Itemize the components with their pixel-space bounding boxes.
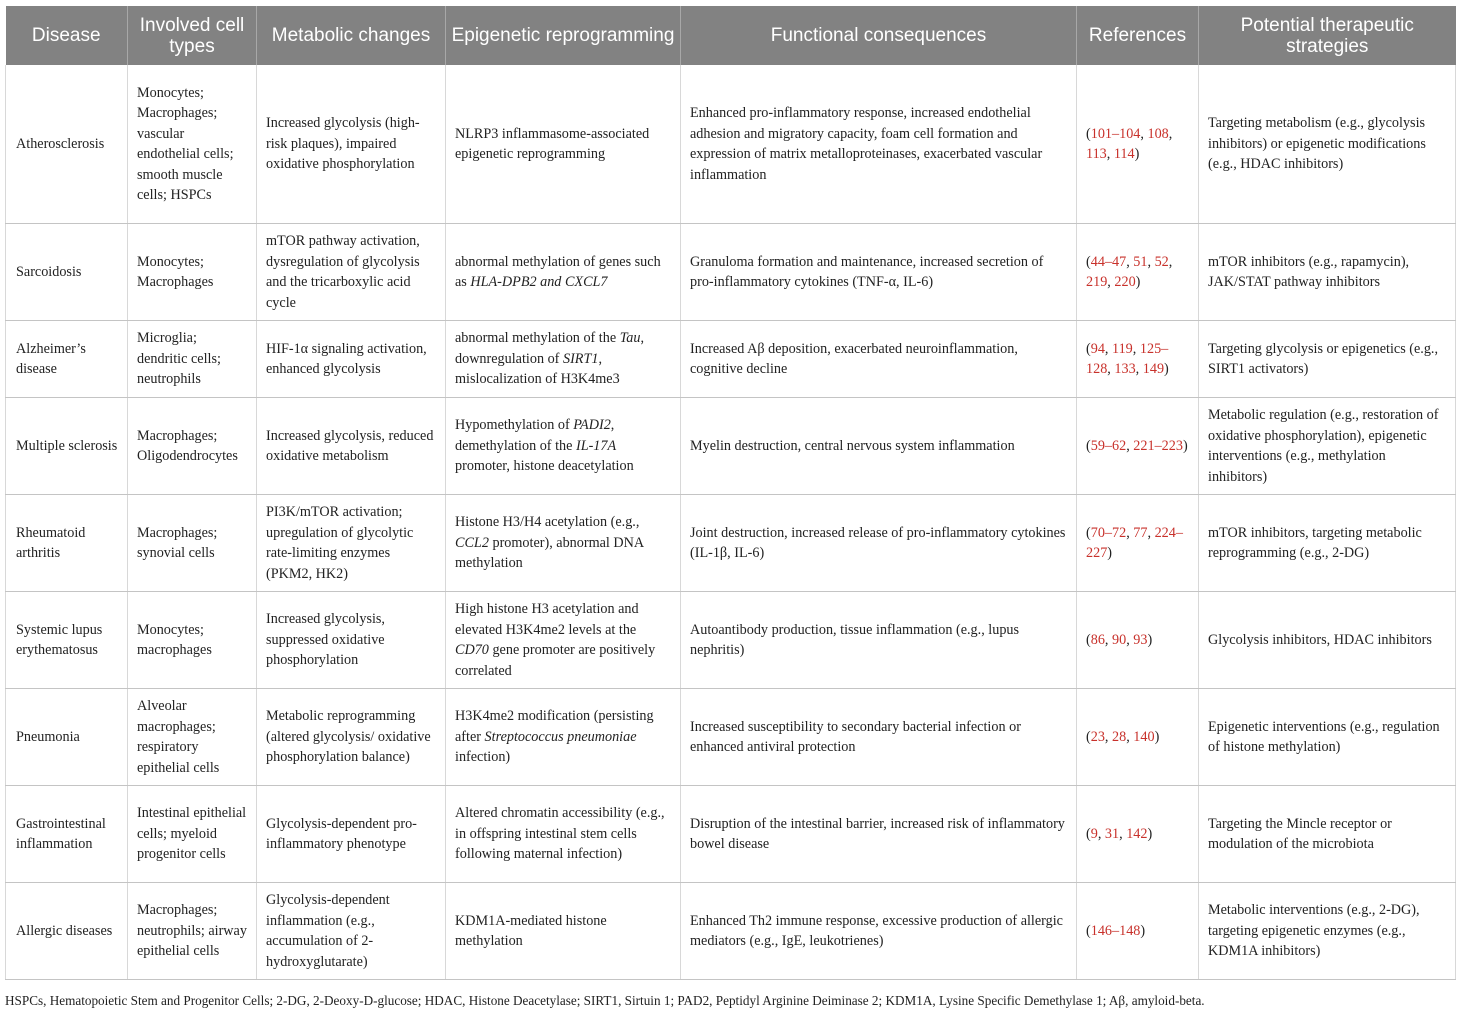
metabolic-changes-cell: HIF-1α signaling activation, enhanced glycolysis: [257, 321, 446, 398]
disease-cell: Systemic lupus erythematosus: [6, 592, 128, 689]
table-row: [6, 321, 1456, 398]
reference-link[interactable]: 44–47: [1090, 253, 1127, 270]
reference-punctuation: ,: [1126, 253, 1134, 270]
therapeutic-strategies-cell: Targeting metabolism (e.g., glycolysis inhibitors) or epigenetic modifications (e.g., HDAC inhibitors): [1199, 65, 1456, 224]
disease-cell: Alzheimer’s disease: [6, 321, 128, 398]
reference-link[interactable]: 133: [1114, 361, 1136, 377]
disease-table: [5, 6, 1456, 980]
disease-cell: Multiple sclerosis: [6, 398, 128, 495]
reference-punctuation: (: [1086, 340, 1091, 357]
disease-cell: Pneumonia: [6, 689, 128, 786]
therapeutic-strategies-cell: Epigenetic interventions (e.g., regulation of histone methylation): [1199, 689, 1456, 786]
references-cell: [1077, 65, 1199, 224]
metabolic-changes-cell: mTOR pathway activation, dysregulation of glycolysis and the tricarboxylic acid cycle: [257, 224, 446, 321]
epigenetic-reprogramming-cell: [446, 398, 681, 495]
cell-types-cell: Microglia; dendritic cells; neutrophils: [128, 321, 257, 398]
reference-punctuation: ,: [1104, 631, 1113, 648]
reference-punctuation: ,: [1107, 361, 1115, 377]
reference-link[interactable]: 221–223: [1133, 437, 1183, 454]
text-segment: , mislocalization of H3K4me3: [455, 350, 620, 388]
reference-punctuation: ,: [1126, 631, 1134, 648]
metabolic-changes-cell: Increased glycolysis, suppressed oxidative phosphorylation: [257, 592, 446, 689]
references-cell: [1077, 224, 1199, 321]
text-segment: , downregulation of: [455, 330, 645, 367]
cell-types-cell: Intestinal epithelial cells; myeloid progenitor cells: [128, 786, 257, 883]
references-cell: [1077, 592, 1199, 689]
reference-punctuation: (: [1086, 125, 1091, 142]
header-references: References: [1077, 6, 1199, 65]
epigenetic-reprogramming-cell: [446, 592, 681, 689]
reference-punctuation: ): [1182, 437, 1188, 454]
reference-link[interactable]: 224–227: [1086, 524, 1183, 561]
reference-punctuation: ,: [1168, 125, 1173, 142]
reference-punctuation: ,: [1132, 340, 1140, 357]
functional-consequences-cell: Autoantibody production, tissue inflammation (e.g., lupus nephritis): [681, 592, 1077, 689]
text-segment: gene promoter are positively correlated: [455, 642, 656, 679]
epigenetic-reprogramming-cell: [446, 786, 681, 883]
reference-punctuation: ): [1107, 545, 1113, 561]
references-cell: [1077, 786, 1199, 883]
epigenetic-reprogramming-cell: [446, 883, 681, 980]
therapeutic-strategies-cell: Glycolysis inhibitors, HDAC inhibitors: [1199, 592, 1456, 689]
reference-link[interactable]: 52: [1154, 253, 1169, 270]
table-container: [5, 6, 1455, 980]
cell-types-cell: Macrophages; Oligodendrocytes: [128, 398, 257, 495]
references-cell: [1077, 321, 1199, 398]
text-segment: KDM1A-mediated histone methylation: [455, 912, 607, 949]
text-segment: Altered chromatin accessibility (e.g., in offspring intestinal stem cells following maternal infection): [455, 805, 665, 863]
disease-cell: Sarcoidosis: [6, 224, 128, 321]
reference-link[interactable]: 59–62: [1090, 437, 1127, 454]
reference-punctuation: ): [1147, 631, 1153, 648]
reference-link[interactable]: 31: [1104, 825, 1120, 842]
header-therapeutic-strategies: Potential therapeutic strategies: [1199, 6, 1456, 65]
cell-types-cell: Monocytes; macrophages: [128, 592, 257, 689]
references-cell: [1077, 398, 1199, 495]
functional-consequences-cell: Enhanced Th2 immune response, excessive production of allergic mediators (e.g., IgE, leukotrienes): [681, 883, 1077, 980]
references-cell: [1077, 689, 1199, 786]
gene-name: CD70: [455, 642, 489, 658]
reference-link[interactable]: 142: [1126, 825, 1148, 842]
reference-punctuation: (: [1086, 437, 1091, 454]
reference-link[interactable]: 77: [1133, 524, 1148, 541]
therapeutic-strategies-cell: Targeting the Mincle receptor or modulation of the microbiota: [1199, 786, 1456, 883]
disease-cell: Atherosclerosis: [6, 65, 128, 224]
cell-types-cell: Macrophages; neutrophils; airway epithelial cells: [128, 883, 257, 980]
metabolic-changes-cell: PI3K/mTOR activation; upregulation of glycolytic rate-limiting enzymes (PKM2, HK2): [257, 495, 446, 592]
text-segment: abnormal methylation of genes such as: [455, 253, 661, 290]
table-row: [6, 224, 1456, 321]
gene-name: PADI2: [573, 417, 611, 434]
reference-link[interactable]: 114: [1113, 146, 1135, 162]
gene-name: HLA-DPB2 and CXCL7: [470, 274, 608, 290]
table-row: [6, 495, 1456, 592]
gene-name: Streptococcus pneumoniae: [484, 728, 637, 745]
therapeutic-strategies-cell: mTOR inhibitors, targeting metabolic reprogramming (e.g., 2-DG): [1199, 495, 1456, 592]
gene-name: CCL2: [455, 534, 489, 551]
text-segment: NLRP3 inflammasome-associated epigenetic reprogramming: [455, 125, 650, 162]
reference-link[interactable]: 94: [1090, 340, 1105, 357]
reference-link[interactable]: 86: [1090, 631, 1105, 648]
text-segment: promoter, histone deacetylation: [455, 458, 634, 475]
disease-cell: Gastrointestinal inflammation: [6, 786, 128, 883]
reference-punctuation: ,: [1140, 125, 1148, 142]
reference-punctuation: ,: [1126, 437, 1134, 454]
reference-punctuation: ): [1135, 274, 1141, 290]
reference-punctuation: (: [1086, 253, 1091, 270]
reference-punctuation: ,: [1126, 728, 1134, 745]
header-epigenetic-reprogramming: Epigenetic reprogramming: [446, 6, 681, 65]
metabolic-changes-cell: Increased glycolysis, reduced oxidative metabolism: [257, 398, 446, 495]
epigenetic-reprogramming-cell: [446, 495, 681, 592]
text-segment: abnormal methylation of the: [455, 330, 620, 347]
reference-link[interactable]: 70–72: [1090, 524, 1127, 541]
reference-punctuation: (: [1086, 631, 1091, 648]
epigenetic-reprogramming-cell: [446, 224, 681, 321]
table-row: [6, 65, 1456, 224]
table-row: [6, 398, 1456, 495]
gene-name: SIRT1: [562, 350, 599, 367]
reference-punctuation: ,: [1107, 274, 1115, 290]
reference-link[interactable]: 149: [1142, 361, 1165, 377]
functional-consequences-cell: Joint destruction, increased release of pro-inflammatory cytokines (IL-1β, IL-6): [681, 495, 1077, 592]
header-cell-types: Involved cell types: [128, 6, 257, 65]
table-footnote: HSPCs, Hematopoietic Stem and Progenitor Cells; 2-DG, 2-Deoxy-D-glucose; HDAC, Histone Deacetylase; SIRT1, Sirtuin 1; PAD2, Peptidyl Arginine Deiminase 2; KDM1A, Lysine Specific Demethylase 1; Aβ, amyloid-beta.: [5, 993, 1205, 1008]
table-row: [6, 786, 1456, 883]
reference-punctuation: ,: [1168, 253, 1173, 270]
cell-types-cell: Monocytes; Macrophages: [128, 224, 257, 321]
functional-consequences-cell: Myelin destruction, central nervous system inflammation: [681, 398, 1077, 495]
epigenetic-reprogramming-cell: [446, 689, 681, 786]
references-cell: [1077, 883, 1199, 980]
table-row: [6, 592, 1456, 689]
disease-cell: Rheumatoid arthritis: [6, 495, 128, 592]
functional-consequences-cell: Increased susceptibility to secondary bacterial infection or enhanced antiviral protection: [681, 689, 1077, 786]
reference-punctuation: ,: [1126, 524, 1134, 541]
metabolic-changes-cell: Increased glycolysis (high-risk plaques), impaired oxidative phosphorylation: [257, 65, 446, 224]
reference-punctuation: ,: [1135, 361, 1143, 377]
reference-punctuation: (: [1086, 728, 1091, 745]
reference-punctuation: ,: [1147, 253, 1155, 270]
reference-link[interactable]: 146–148: [1090, 922, 1141, 939]
epigenetic-reprogramming-cell: [446, 321, 681, 398]
functional-consequences-cell: Disruption of the intestinal barrier, increased risk of inflammatory bowel disease: [681, 786, 1077, 883]
reference-link[interactable]: 108: [1147, 125, 1169, 142]
header-metabolic-changes: Metabolic changes: [257, 6, 446, 65]
therapeutic-strategies-cell: Metabolic interventions (e.g., 2-DG), targeting epigenetic enzymes (e.g., KDM1A inhibitors): [1199, 883, 1456, 980]
reference-link[interactable]: 28: [1112, 728, 1127, 745]
text-segment: promoter), abnormal DNA methylation: [455, 534, 644, 572]
text-segment: Hypomethylation of: [455, 417, 574, 434]
reference-link[interactable]: 140: [1133, 728, 1155, 745]
header-functional-consequences: Functional consequences: [681, 6, 1077, 65]
cell-types-cell: Monocytes; Macrophages; vascular endothelial cells; smooth muscle cells; HSPCs: [128, 65, 257, 224]
cell-types-cell: Macrophages; synovial cells: [128, 495, 257, 592]
reference-punctuation: ,: [1147, 524, 1155, 541]
reference-link[interactable]: 220: [1114, 274, 1136, 290]
reference-link[interactable]: 113: [1086, 146, 1107, 162]
table-row: [6, 689, 1456, 786]
reference-link[interactable]: 119: [1112, 340, 1133, 357]
therapeutic-strategies-cell: mTOR inhibitors (e.g., rapamycin), JAK/STAT pathway inhibitors: [1199, 224, 1456, 321]
reference-punctuation: ,: [1104, 340, 1113, 357]
reference-link[interactable]: 23: [1090, 728, 1105, 745]
reference-link[interactable]: 219: [1086, 274, 1108, 290]
header-disease: Disease: [6, 6, 128, 65]
disease-cell: Allergic diseases: [6, 883, 128, 980]
reference-punctuation: (: [1086, 825, 1091, 842]
text-segment: High histone H3 acetylation and elevated H3K4me2 levels at the: [455, 601, 639, 638]
text-segment: Histone H3/H4 acetylation (e.g.,: [455, 514, 640, 531]
text-segment: infection): [455, 749, 511, 766]
gene-name: IL-17A: [575, 437, 617, 454]
therapeutic-strategies-cell: Targeting glycolysis or epigenetics (e.g., SIRT1 activators): [1199, 321, 1456, 398]
metabolic-changes-cell: Metabolic reprogramming (altered glycolysis/ oxidative phosphorylation balance): [257, 689, 446, 786]
cell-types-cell: Alveolar macrophages; respiratory epithelial cells: [128, 689, 257, 786]
reference-punctuation: ,: [1106, 146, 1114, 162]
table-row: [6, 883, 1456, 980]
header-row: [6, 6, 1456, 65]
reference-punctuation: ): [1164, 361, 1169, 377]
reference-link[interactable]: 125–128: [1086, 340, 1169, 377]
reference-punctuation: ,: [1104, 728, 1113, 745]
references-cell: [1077, 495, 1199, 592]
metabolic-changes-cell: Glycolysis-dependent pro-inflammatory phenotype: [257, 786, 446, 883]
reference-punctuation: ,: [1119, 825, 1127, 842]
reference-punctuation: ,: [1097, 825, 1105, 842]
reference-punctuation: (: [1086, 922, 1091, 939]
text-segment: H3K4me2 modification (persisting after: [455, 708, 654, 745]
text-segment: , demethylation of the: [455, 417, 615, 454]
reference-punctuation: ): [1154, 728, 1160, 745]
reference-punctuation: ): [1147, 825, 1153, 842]
functional-consequences-cell: Granuloma formation and maintenance, increased secretion of pro-inflammatory cytokines (TNF-α, IL-6): [681, 224, 1077, 321]
reference-link[interactable]: 93: [1133, 631, 1148, 648]
reference-punctuation: ): [1134, 146, 1140, 162]
functional-consequences-cell: Enhanced pro-inflammatory response, increased endothelial adhesion and migratory capacity, foam cell formation and expression of matrix metalloproteinases, exacerbated vascular inflammation: [681, 65, 1077, 224]
reference-link[interactable]: 51: [1133, 253, 1148, 270]
reference-punctuation: ): [1140, 922, 1146, 939]
gene-name: Tau: [619, 330, 641, 347]
therapeutic-strategies-cell: Metabolic regulation (e.g., restoration of oxidative phosphorylation), epigenetic interventions (e.g., methylation inhibitors): [1199, 398, 1456, 495]
metabolic-changes-cell: Glycolysis-dependent inflammation (e.g., accumulation of 2-hydroxyglutarate): [257, 883, 446, 980]
epigenetic-reprogramming-cell: [446, 65, 681, 224]
reference-link[interactable]: 101–104: [1090, 125, 1141, 142]
reference-link[interactable]: 9: [1090, 825, 1098, 842]
reference-punctuation: (: [1086, 524, 1091, 541]
functional-consequences-cell: Increased Aβ deposition, exacerbated neuroinflammation, cognitive decline: [681, 321, 1077, 398]
reference-link[interactable]: 90: [1112, 631, 1127, 648]
